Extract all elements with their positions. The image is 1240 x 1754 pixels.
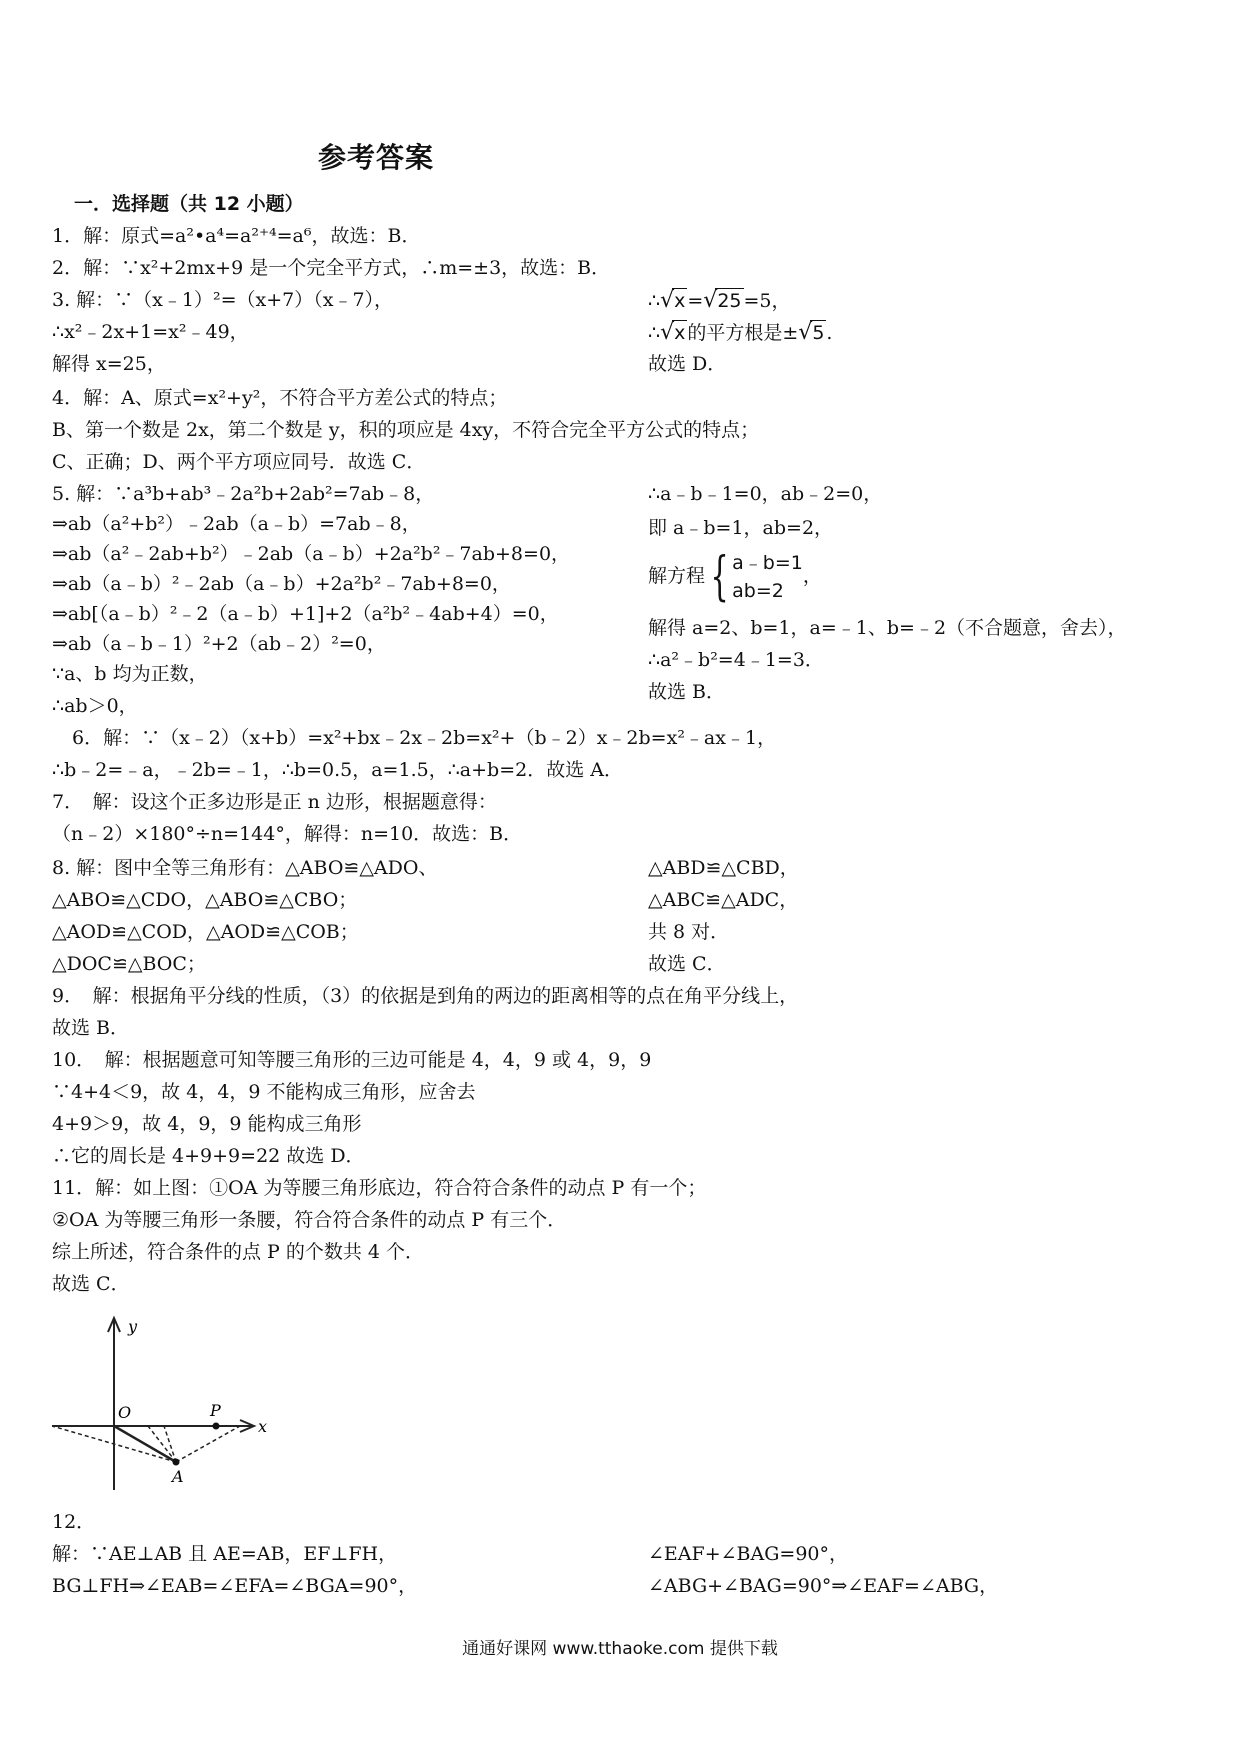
q1-line: 1．解：原式=a²•a⁴=a²⁺⁴=a⁶，故选：B．: [52, 225, 421, 247]
dashed-line-2: [148, 1426, 176, 1462]
page-title: 参考答案: [318, 141, 435, 174]
equation-2: ab=2: [732, 580, 784, 602]
brace-icon: {: [710, 547, 729, 607]
q11-line-4: 故选 C．: [52, 1273, 130, 1295]
q9-line-2: 故选 B．: [52, 1017, 130, 1039]
q12-line-2: 解：∵AE⊥AB 且 AE=AB，EF⊥FH，: [52, 1543, 398, 1565]
point-p: [213, 1423, 220, 1430]
label-y: y: [128, 1317, 138, 1336]
period: .: [826, 322, 833, 344]
radicand-5: 5: [812, 322, 825, 344]
q5-right-1: ∴a﹣b﹣1=0，ab﹣2=0，: [648, 483, 883, 505]
label-x: x: [258, 1417, 268, 1436]
dashed-line-4: [176, 1426, 240, 1462]
q12-line-1: 12．: [52, 1511, 96, 1533]
q4-line-3: C、正确；D、两个平方项应同号．故选 C．: [52, 451, 426, 473]
equation-system: [732, 549, 803, 605]
point-a: [173, 1459, 180, 1466]
q3-line-3: 解得 x=25，: [52, 353, 166, 375]
q8-right-3: 共 8 对．: [648, 921, 730, 943]
q10-line-3: 4+9＞9，故 4，9，9 能构成三角形: [52, 1113, 362, 1135]
q5-line-5: ⇒ab[（a﹣b）²﹣2（a﹣b）+1]+2（a²b²﹣4ab+4）=0，: [52, 603, 559, 625]
q3-right-1: ∴√x =√25 =5，: [648, 288, 791, 313]
q11-line-1: 11．解：如上图：①OA 为等腰三角形底边，符合符合条件的动点 P 有一个；: [52, 1177, 707, 1199]
q4-line-2: B、第一个数是 2x，第二个数是 y，积的项应是 4xy，不符合完全平方公式的特点；: [52, 419, 760, 441]
equation-1: a﹣b=1: [732, 552, 803, 574]
q3-line-2: ∴x²﹣2x+1=x²﹣49，: [52, 321, 249, 343]
q3-right-3: 故选 D．: [648, 353, 727, 375]
segment-oa: [114, 1426, 176, 1462]
label-o: O: [118, 1403, 132, 1422]
q8-right-1: △ABD≌△CBD，: [648, 857, 799, 879]
q5-line-2: ⇒ab（a²+b²）﹣2ab（a﹣b）=7ab﹣8，: [52, 513, 421, 535]
section-heading: 一．选择题（共 12 小题）: [74, 193, 304, 215]
equals: =: [687, 290, 704, 312]
q5-right-6: 故选 B．: [648, 681, 726, 703]
label-p: P: [210, 1401, 221, 1420]
q3-right-2: ∴√x 的平方根是±√5 .: [648, 320, 833, 345]
q2-line: 2．解：∵x²+2mx+9 是一个完全平方式，∴m=±3，故选：B．: [52, 257, 611, 279]
q3-line-1: 3. 解：∵（x﹣1）²=（x+7）（x﹣7），: [52, 289, 394, 311]
q11-line-2: ②OA 为等腰三角形一条腰，符合符合条件的动点 P 有三个．: [52, 1209, 567, 1231]
q8-line-2: △ABO≌△CDO，△ABO≌△CBO；: [52, 889, 358, 911]
therefore-symbol: ∴: [648, 290, 661, 312]
q4-line-1: 4．解：A、原式=x²+y²，不符合平方差公式的特点；: [52, 387, 508, 409]
q8-line-4: △DOC≌△BOC；: [52, 953, 206, 975]
q9-line-1: 9． 解：根据角平分线的性质，（3）的依据是到角的两边的距离相等的点在角平分线上，: [52, 985, 799, 1007]
q8-line-1: 8. 解：图中全等三角形有：△ABO≌△ADO、: [52, 857, 438, 879]
radicand-x: x: [674, 290, 686, 312]
q5-line-4: ⇒ab（a﹣b）²﹣2ab（a﹣b）+2a²b²﹣7ab+8=0，: [52, 573, 511, 595]
q5-right-2: 即 a﹣b=1，ab=2，: [648, 517, 834, 539]
q8-line-3: △AOD≌△COD，△AOD≌△COB；: [52, 921, 359, 943]
q5-right-3: [648, 546, 822, 606]
q5-right-5: ∴a²﹣b²=4﹣1=3．: [648, 649, 824, 671]
q12-line-3: BG⊥FH⇒∠EAB=∠EFA=∠BGA=90°，: [52, 1575, 418, 1597]
q10-line-4: ∴它的周长是 4+9+9=22 故选 D．: [52, 1145, 365, 1167]
q10-line-1: 10． 解：根据题意可知等腰三角形的三边可能是 4，4，9 或 4，9，9: [52, 1049, 652, 1071]
solve-label: 解方程: [648, 565, 706, 587]
q11-line-3: 综上所述，符合条件的点 P 的个数共 4 个．: [52, 1241, 425, 1263]
q12-right-1: ∠EAF+∠BAG=90°，: [648, 1543, 848, 1565]
page-footer: 通通好课网 www.tthaoke.com 提供下载: [462, 1639, 778, 1659]
radicand-x: x: [674, 322, 686, 344]
sqrt-text: 的平方根是±: [687, 322, 799, 344]
q7-line-1: 7． 解：设这个正多边形是正 n 边形，根据题意得：: [52, 791, 497, 813]
comma: ，: [802, 565, 822, 587]
q5-line-3: ⇒ab（a²﹣2ab+b²）﹣2ab（a﹣b）+2a²b²﹣7ab+8=0，: [52, 543, 571, 565]
q6-line-1: 6．解：∵（x﹣2）（x+b）=x²+bx﹣2x﹣2b=x²+（b﹣2）x﹣2b=x²﹣ax﹣1，: [72, 727, 777, 749]
label-a: A: [172, 1467, 184, 1486]
q6-line-2: ∴b﹣2=﹣a，﹣2b=﹣1，∴b=0.5，a=1.5，∴a+b=2．故选 A．: [52, 759, 623, 781]
q5-line-7: ∵a、b 均为正数，: [52, 663, 208, 685]
q11-figure: [52, 1308, 292, 1498]
q5-line-6: ⇒ab（a﹣b﹣1）²+2（ab﹣2）²=0，: [52, 633, 386, 655]
q5-line-1: 5. 解：∵a³b+ab³﹣2a²b+2ab²=7ab﹣8，: [52, 483, 435, 505]
q5-right-4: 解得 a=2、b=1，a=﹣1、b=﹣2（不合题意，舍去），: [648, 617, 1127, 639]
q10-line-2: ∵4+4＜9，故 4，4，9 不能构成三角形，应舍去: [52, 1081, 476, 1103]
q8-right-2: △ABC≌△ADC，: [648, 889, 799, 911]
result-text: =5，: [743, 290, 791, 312]
q5-line-8: ∴ab＞0，: [52, 695, 138, 717]
q8-right-4: 故选 C．: [648, 953, 726, 975]
q12-right-2: ∠ABG+∠BAG=90°⇒∠EAF=∠ABG，: [648, 1575, 999, 1597]
therefore-symbol: ∴: [648, 322, 661, 344]
q7-line-2: （n﹣2）×180°÷n=144°，解得：n=10．故选：B．: [52, 823, 523, 845]
radicand-25: 25: [717, 290, 742, 312]
